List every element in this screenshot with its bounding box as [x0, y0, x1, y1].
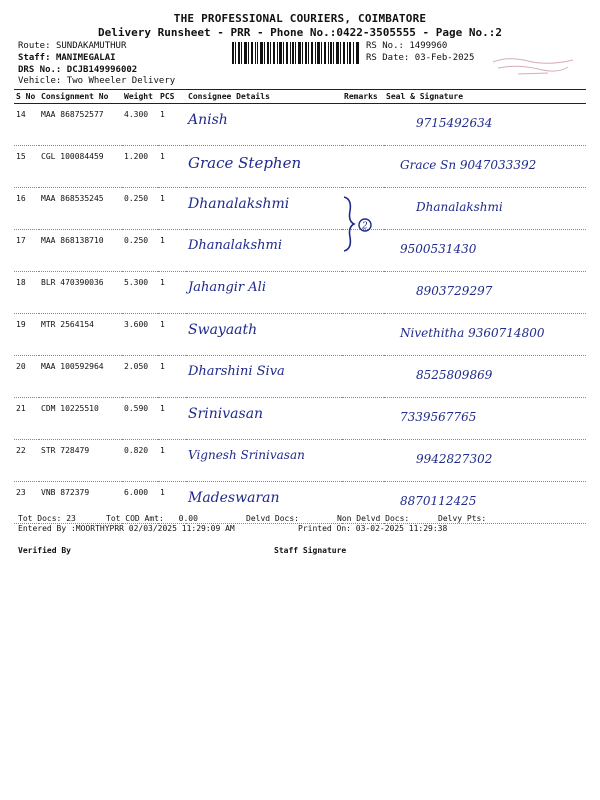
table-row	[14, 104, 586, 146]
col-header-signature: Seal & Signature	[384, 90, 586, 104]
cell-pcs	[158, 146, 186, 188]
handwritten-consignee: Madeswaran	[188, 490, 280, 506]
handwritten-signature: 9942827302	[416, 452, 493, 466]
cell-consignee	[186, 272, 342, 314]
tot-docs-label: Tot Docs:	[18, 514, 62, 523]
route-line	[18, 41, 126, 51]
cell-weight	[122, 356, 158, 398]
cell-pcs-text: 1	[160, 152, 165, 161]
table-row	[14, 188, 586, 230]
cell-remarks	[342, 104, 384, 146]
cell-pcs-text: 1	[160, 446, 165, 455]
cell-weight-text: 5.300	[124, 278, 149, 287]
drs-value: DCJB149996002	[66, 65, 138, 75]
table-header-row	[14, 90, 586, 104]
cell-weight-text: 0.590	[124, 404, 149, 413]
runsheet-subtitle: Delivery Runsheet - PRR - Phone No.:0422-3505555 - Page No.:2	[98, 26, 502, 39]
cell-consignment-text: MAA 868535245	[41, 194, 104, 203]
handwritten-consignee: Anish	[188, 112, 228, 128]
footer-totals	[18, 514, 76, 523]
cell-weight	[122, 146, 158, 188]
handwritten-consignee: Vignesh Srinivasan	[188, 448, 305, 462]
entered-by: Entered By :MOORTHYPRR 02/03/2025 11:29:09 AM	[18, 524, 235, 533]
cell-signature	[384, 146, 586, 188]
col-header-consignee: Consignee Details	[186, 90, 342, 104]
vehicle-label: Vehicle:	[18, 76, 62, 86]
drs-label: DRS No.:	[18, 65, 62, 75]
rs-no-label: RS No.:	[366, 41, 404, 51]
cell-remarks	[342, 314, 384, 356]
cell-consignment	[39, 104, 122, 146]
cell-signature	[384, 230, 586, 272]
table-row	[14, 272, 586, 314]
barcode-image	[232, 42, 360, 64]
brace-annotation	[340, 195, 380, 253]
col-header-remarks: Remarks	[342, 90, 384, 104]
cell-sno-text: 23	[16, 488, 26, 497]
cell-sno-text: 15	[16, 152, 26, 161]
handwritten-signature: 8870112425	[400, 494, 477, 508]
cell-consignment-text: STR 728479	[41, 446, 90, 455]
cell-remarks	[342, 356, 384, 398]
cell-consignment	[39, 188, 122, 230]
cell-weight	[122, 272, 158, 314]
cell-consignment-text: BLR 470390036	[41, 278, 104, 287]
cell-consignment-text: MAA 100592964	[41, 362, 104, 371]
cell-sno-text: 18	[16, 278, 26, 287]
cell-pcs	[158, 188, 186, 230]
staff-value: MANIMEGALAI	[55, 53, 116, 63]
cell-pcs-text: 1	[160, 488, 165, 497]
col-header-sno: S No	[14, 90, 39, 104]
cell-consignment-text: MAA 868138710	[41, 236, 104, 245]
cell-sno	[14, 146, 39, 188]
cell-signature	[384, 440, 586, 482]
cell-sno-text: 22	[16, 446, 26, 455]
cell-consignment-text: MAA 868752577	[41, 110, 104, 119]
cell-remarks	[342, 272, 384, 314]
cell-pcs	[158, 314, 186, 356]
cell-pcs	[158, 440, 186, 482]
cell-remarks	[342, 398, 384, 440]
cell-sno-text: 17	[16, 236, 26, 245]
cell-sno	[14, 440, 39, 482]
cell-weight-text: 3.600	[124, 320, 149, 329]
cell-consignee	[186, 230, 342, 272]
staff-label: Staff:	[18, 53, 51, 63]
cell-consignment-text: VNB 872379	[41, 488, 90, 497]
cell-consignment-text: CGL 100084459	[41, 152, 104, 161]
table-row	[14, 398, 586, 440]
cell-remarks	[342, 440, 384, 482]
cell-sno	[14, 104, 39, 146]
cell-weight	[122, 188, 158, 230]
company-title: THE PROFESSIONAL COURIERS, COIMBATORE	[173, 12, 427, 25]
table-row	[14, 482, 586, 524]
cell-pcs-text: 1	[160, 320, 165, 329]
cell-pcs-text: 1	[160, 194, 165, 203]
cell-consignee	[186, 356, 342, 398]
cell-signature	[384, 272, 586, 314]
cell-weight	[122, 398, 158, 440]
cell-pcs	[158, 356, 186, 398]
tot-cod-value: 0.00	[178, 514, 198, 523]
vehicle-value: Two Wheeler Delivery	[66, 76, 176, 86]
rs-date-label: RS Date:	[366, 53, 410, 63]
cell-sno	[14, 356, 39, 398]
footer-cod	[106, 514, 198, 523]
handwritten-consignee: Dharshini Siva	[188, 364, 285, 379]
table-body	[14, 104, 586, 524]
cell-pcs	[158, 272, 186, 314]
route-label: Route:	[18, 41, 51, 51]
cell-weight	[122, 314, 158, 356]
cell-weight-text: 2.050	[124, 362, 149, 371]
cell-weight	[122, 104, 158, 146]
cell-consignment	[39, 398, 122, 440]
route-value: SUNDAKAMUTHUR	[55, 41, 127, 51]
cell-consignment	[39, 356, 122, 398]
cell-consignee	[186, 398, 342, 440]
drs-line	[18, 65, 137, 75]
tot-cod-label: Tot COD Amt:	[106, 514, 164, 523]
cell-sno	[14, 188, 39, 230]
cell-weight-text: 1.200	[124, 152, 149, 161]
vehicle-line	[18, 76, 175, 86]
cell-weight-text: 0.250	[124, 194, 149, 203]
cell-pcs	[158, 398, 186, 440]
table-row	[14, 440, 586, 482]
handwritten-signature: Grace Sn 9047033392	[400, 158, 537, 172]
handwritten-signature: Dhanalakshmi	[416, 200, 503, 214]
cell-weight	[122, 230, 158, 272]
verified-by-label: Verified By	[18, 546, 71, 555]
cell-signature	[384, 356, 586, 398]
delvd-docs-label: Delvd Docs:	[246, 514, 299, 523]
cell-consignment-text: CDM 10225510	[41, 404, 99, 413]
cell-sno	[14, 398, 39, 440]
delvy-pts-label: Delvy Pts:	[438, 514, 487, 523]
col-header-weight: Weight	[122, 90, 158, 104]
cell-pcs-text: 1	[160, 404, 165, 413]
runsheet-table	[14, 89, 586, 524]
cell-signature	[384, 314, 586, 356]
handwritten-consignee: Jahangir Ali	[188, 280, 266, 295]
rs-date-line	[366, 53, 474, 63]
cell-pcs-text: 1	[160, 236, 165, 245]
col-header-consignment: Consignment No	[39, 90, 122, 104]
cell-sno-text: 16	[16, 194, 26, 203]
cell-consignee	[186, 104, 342, 146]
handwritten-signature: 8903729297	[416, 284, 493, 298]
handwritten-consignee: Srinivasan	[188, 406, 264, 422]
cell-pcs-text: 1	[160, 110, 165, 119]
handwritten-signature: Nivethitha 9360714800	[400, 326, 545, 340]
cell-sno	[14, 314, 39, 356]
cell-sno-text: 14	[16, 110, 26, 119]
cell-pcs-text: 1	[160, 362, 165, 371]
cell-signature	[384, 398, 586, 440]
cell-sno-text: 21	[16, 404, 26, 413]
cell-weight-text: 0.250	[124, 236, 149, 245]
cell-signature	[384, 188, 586, 230]
cell-consignee	[186, 146, 342, 188]
handwritten-consignee: Dhanalakshmi	[188, 238, 282, 253]
staff-signature-label: Staff Signature	[274, 546, 347, 555]
handwritten-signature: 8525809869	[416, 368, 493, 382]
table-row	[14, 146, 586, 188]
table-row	[14, 230, 586, 272]
cell-consignment	[39, 272, 122, 314]
cell-consignment	[39, 146, 122, 188]
cell-weight	[122, 440, 158, 482]
handwritten-consignee: Dhanalakshmi	[188, 196, 290, 212]
col-header-pcs: PCS	[158, 90, 186, 104]
cell-weight-text: 4.300	[124, 110, 149, 119]
cell-consignee	[186, 440, 342, 482]
cell-sno	[14, 272, 39, 314]
cell-pcs	[158, 104, 186, 146]
handwritten-signature: 9500531430	[400, 242, 477, 256]
cell-consignee	[186, 314, 342, 356]
handwritten-signature: 9715492634	[416, 116, 493, 130]
cell-consignment	[39, 230, 122, 272]
table-row	[14, 314, 586, 356]
cell-consignee	[186, 188, 342, 230]
cell-sno-text: 20	[16, 362, 26, 371]
handwritten-signature: 7339567765	[400, 410, 477, 424]
cell-consignment	[39, 440, 122, 482]
cell-weight-text: 0.820	[124, 446, 149, 455]
cell-pcs-text: 1	[160, 278, 165, 287]
table-row	[14, 356, 586, 398]
faded-stamp	[488, 52, 578, 82]
annotation-number: 2	[362, 221, 368, 232]
rs-no-value: 1499960	[409, 41, 448, 51]
cell-weight-text: 6.000	[124, 488, 149, 497]
printed-on: Printed On: 03-02-2025 11:29:38	[298, 524, 448, 533]
staff-line	[18, 53, 116, 63]
rs-date-value: 03-Feb-2025	[414, 53, 475, 63]
cell-pcs	[158, 230, 186, 272]
cell-sno	[14, 230, 39, 272]
handwritten-consignee: Grace Stephen	[188, 154, 302, 172]
cell-sno-text: 19	[16, 320, 26, 329]
rs-no-line	[366, 41, 447, 51]
cell-remarks	[342, 146, 384, 188]
cell-consignment	[39, 314, 122, 356]
cell-consignment-text: MTR 2564154	[41, 320, 94, 329]
handwritten-consignee: Swayaath	[188, 322, 258, 338]
cell-signature	[384, 104, 586, 146]
non-delvd-docs-label: Non Delvd Docs:	[337, 514, 410, 523]
tot-docs-value: 23	[66, 514, 76, 523]
